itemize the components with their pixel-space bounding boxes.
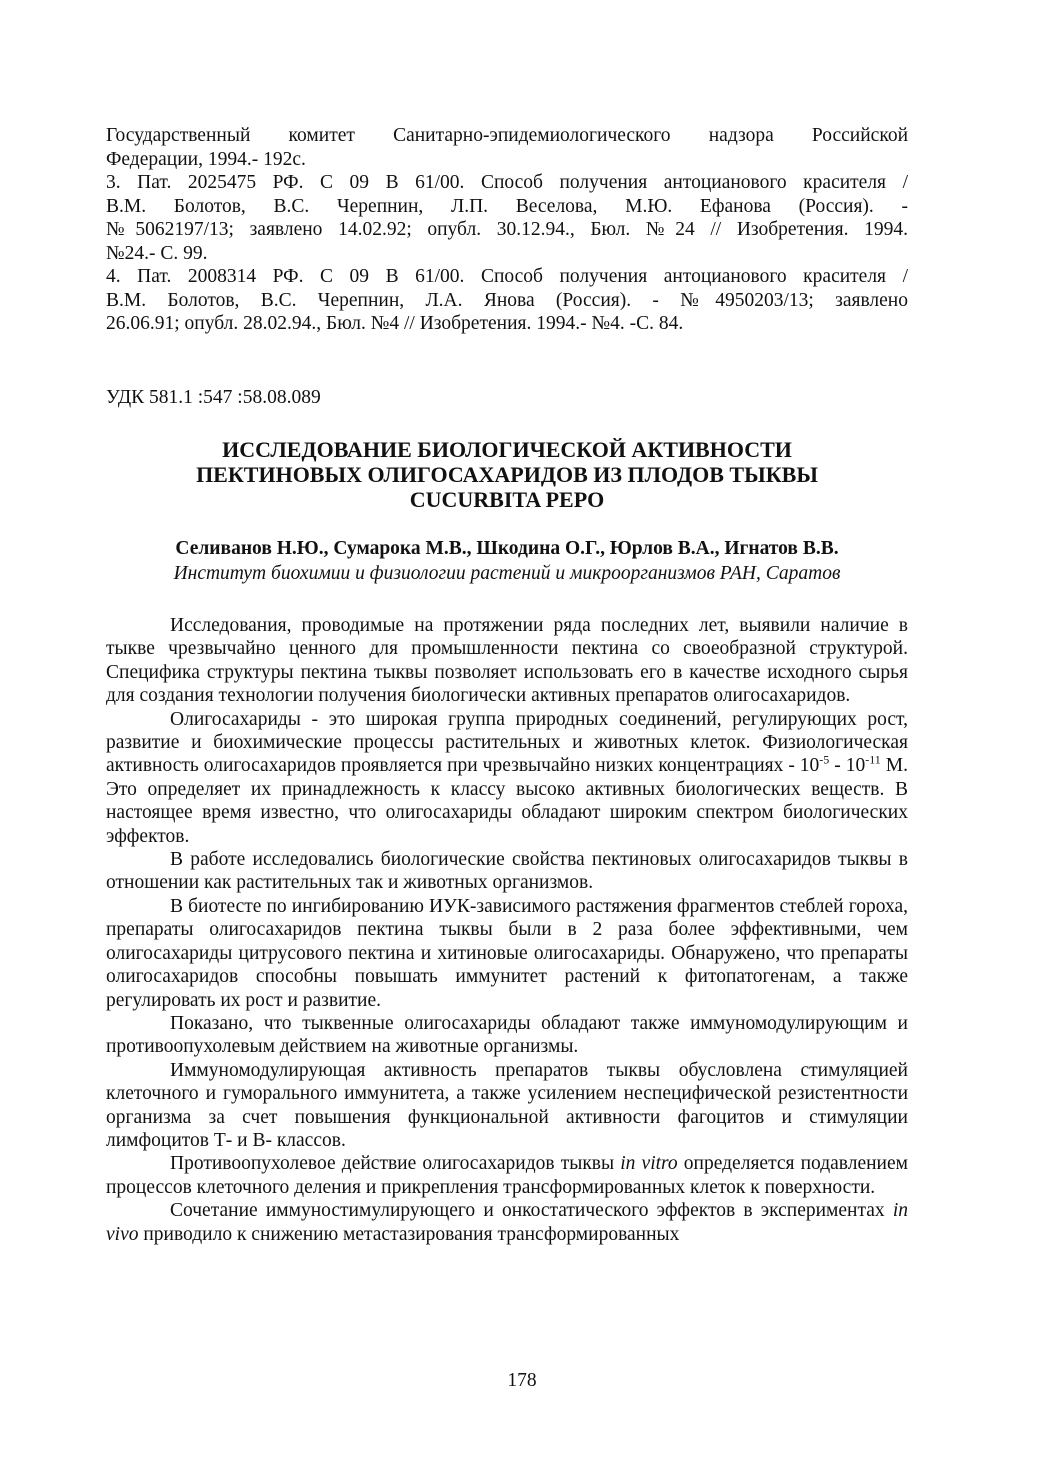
title-line: ИССЛЕДОВАНИЕ БИОЛОГИЧЕСКОЙ АКТИВНОСТИ — [222, 437, 792, 462]
paragraph — [106, 708, 908, 848]
affiliation: Институт биохимии и физиологии растений и микроорганизмов РАН, Саратов — [173, 563, 841, 584]
page-content — [106, 124, 908, 1245]
italic-term: in vivo — [106, 1200, 908, 1245]
paragraph — [106, 1199, 908, 1246]
paragraph-text: М. Это определяет их принадлежность к классу высоко активных биологических веществ. В настоящее время известно, что олигосахариды обладают широким спектром биологических эффектов. — [106, 755, 908, 847]
exponent: -11 — [865, 752, 881, 767]
paragraph: Исследования, проводимые на протяжении ряда последних лет, выявили наличие в тыкве чрезвычайно ценного для промышленности пектина со своеобразной структурой. Специфика структуры пектина тыквы позволяет использовать его в качестве исходного сырья для создания технологии получения биологически активных препаратов олигосахаридов. — [106, 615, 908, 707]
authors: Селиванов Н.Ю., Сумарока М.В., Шкодина О.Г., Юрлов В.А., Игнатов В.В. — [175, 538, 839, 559]
paragraph: Показано, что тыквенные олигосахариды обладают также иммуномодулирующим и противоопухолевым действием на животные организмы. — [106, 1012, 908, 1058]
paragraph: В работе исследовались биологические свойства пектиновых олигосахаридов тыквы в отношении как растительных так и животных организмов. — [106, 849, 908, 894]
paragraph-text: Сочетание иммуностимулирующего и онкостатического эффектов в экспериментах — [170, 1200, 893, 1222]
reference-line: 26.06.91; опубл. 28.02.94., Бюл. №4 // Изобретения. 1994.- №4. -С. 84. — [106, 313, 684, 334]
exponent: -5 — [819, 752, 830, 767]
paragraph-text: приводило к снижению метастазирования трансформированных — [138, 1223, 680, 1245]
reference-line: В.М. Болотов, В.С. Черепнин, Л.А. Янова (Россия). - №4950203/13; заявлено — [106, 289, 908, 311]
paragraph: Иммуномодулирующая активность препаратов тыквы обусловлена стимуляцией клеточного и гуморального иммунитета, а также усилением неспецифической резистентности организма за счет повышения функциональной активности фагоцитов и стимуляции лимфоцитов Т- и В- классов. — [106, 1059, 908, 1151]
paragraph-text: - 10 — [829, 755, 866, 777]
paragraph: В биотесте по ингибированию ИУК-зависимого растяжения фрагментов стеблей гороха, препараты олигосахаридов пектина тыквы были в 2 раза более эффективными, чем олигосахариды цитрусового пектина и хитиновые олигосахариды. Обнаружено, что препараты олигосахаридов способны повышать иммунитет растений к фитопатогенам, а также регулировать их рост и развитие. — [106, 895, 908, 1011]
title-line: ПЕКТИНОВЫХ ОЛИГОСАХАРИДОВ ИЗ ПЛОДОВ ТЫКВЫ — [196, 462, 818, 487]
page-number: 178 — [507, 1370, 537, 1391]
paragraph — [106, 1152, 908, 1199]
reference-line: 3. Пат. 2025475 РФ. С 09 В 61/00. Способ получения антоцианового красителя / — [106, 172, 908, 193]
italic-term: in vitro — [620, 1153, 678, 1175]
reference-line: Федерации, 1994.- 192с. — [106, 148, 306, 170]
reference-line: Государственный комитет Санитарно-эпидемиологического надзора Российской — [106, 125, 908, 146]
article-title — [106, 437, 908, 512]
reference-line: №5062197/13; заявлено 14.02.92; опубл. 30.12.94., Бюл. №24 // Изобретения. 1994. — [106, 219, 908, 240]
article-body — [106, 614, 908, 1246]
reference-line: 4. Пат. 2008314 РФ. С 09 В 61/00. Способ получения антоцианового красителя / — [106, 266, 908, 287]
reference-line: В.М. Болотов, В.С. Черепнин, Л.П. Веселова, М.Ю. Ефанова (Россия). - — [106, 195, 908, 217]
udc-code: УДК 581.1 :547 :58.08.089 — [106, 387, 321, 408]
paragraph-text: Противоопухолевое действие олигосахаридов тыквы — [170, 1153, 621, 1175]
paragraph-text: Олигосахариды - это широкая группа природных соединений, регулирующих рост, развитие и биохимические процессы растительных и животных клеток. Физиологическая активность олигосахаридов проявляется при чрезвычайно низких концентрациях - 10 — [106, 708, 908, 777]
references — [106, 124, 908, 336]
title-line: CUCURBITA PEPO — [409, 487, 605, 512]
paragraph-text: определяется подавлением процессов клеточного деления и прикрепления трансформированных клеток к поверхности. — [106, 1153, 908, 1198]
reference-line: №24.- С. 99. — [106, 242, 208, 264]
